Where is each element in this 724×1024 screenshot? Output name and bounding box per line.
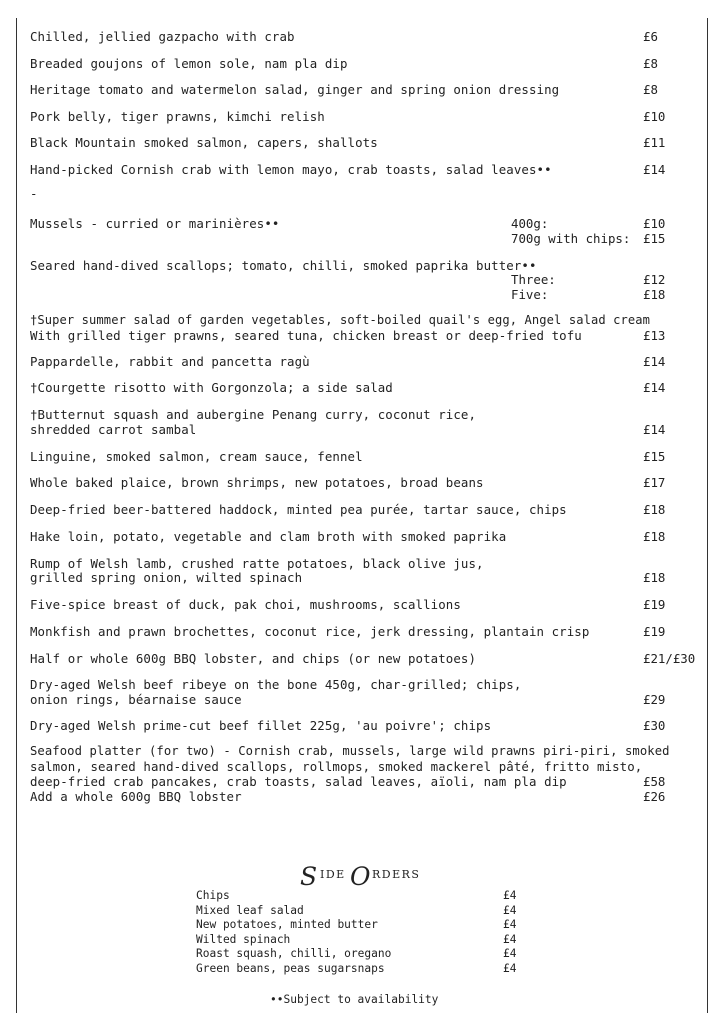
menu-price: £8 — [643, 56, 658, 71]
side-item: Mixed leaf salad — [196, 904, 304, 917]
side-orders-heading: S IDE O RDERS — [300, 862, 421, 891]
menu-item: Rump of Welsh lamb, crushed ratte potatoes, black olive jus, — [30, 556, 484, 571]
menu-item: Seared hand-dived scallops; tomato, chilli, smoked paprika butter•• — [30, 258, 537, 273]
menu-price: £58 — [643, 774, 666, 789]
separator: - — [30, 186, 38, 201]
menu-price: £13 — [643, 328, 666, 343]
side-price: £4 — [503, 918, 517, 931]
menu-item: †Butternut squash and aubergine Penang curry, coconut rice, — [30, 407, 477, 422]
side-price: £4 — [503, 962, 517, 975]
menu-price: £29 — [643, 692, 666, 707]
menu-option: 400g: — [511, 216, 549, 231]
menu-price: £10 — [643, 216, 666, 231]
menu-item: Hand-picked Cornish crab with lemon mayo, crab toasts, salad leaves•• — [30, 162, 552, 177]
menu-price: £6 — [643, 29, 658, 44]
menu-item: grilled spring onion, wilted spinach — [30, 570, 303, 585]
menu-price: £15 — [643, 231, 666, 246]
menu-option: 700g with chips: — [511, 231, 631, 246]
side-item: New potatoes, minted butter — [196, 918, 378, 931]
menu-price: £19 — [643, 597, 666, 612]
menu-item: Mussels - curried or marinières•• — [30, 216, 280, 231]
menu-item: Chilled, jellied gazpacho with crab — [30, 29, 295, 44]
menu-item: Pappardelle, rabbit and pancetta ragù — [30, 354, 310, 369]
menu-price: £18 — [643, 502, 666, 517]
menu-item: Five-spice breast of duck, pak choi, mushrooms, scallions — [30, 597, 461, 612]
menu-price: £14 — [643, 422, 666, 437]
menu-item: Hake loin, potato, vegetable and clam broth with smoked paprika — [30, 529, 507, 544]
menu-item: With grilled tiger prawns, seared tuna, chicken breast or deep-fried tofu — [30, 328, 582, 343]
menu-price: £18 — [643, 529, 666, 544]
menu-item: Deep-fried beer-battered haddock, minted pea purée, tartar sauce, chips — [30, 502, 567, 517]
side-item: Roast squash, chilli, oregano — [196, 947, 392, 960]
menu-item: shredded carrot sambal — [30, 422, 197, 437]
menu-price: £12 — [643, 272, 666, 287]
menu-price: £14 — [643, 380, 666, 395]
menu-item: Breaded goujons of lemon sole, nam pla dip — [30, 56, 348, 71]
side-price: £4 — [503, 947, 517, 960]
menu-item: Heritage tomato and watermelon salad, ginger and spring onion dressing — [30, 82, 560, 97]
menu-price: £30 — [643, 718, 666, 733]
menu-price: £21/£30 — [643, 651, 696, 666]
menu-price: £18 — [643, 287, 666, 302]
menu-item: Monkfish and prawn brochettes, coconut rice, jerk dressing, plantain crisp — [30, 624, 590, 639]
menu-item: Linguine, smoked salmon, cream sauce, fennel — [30, 449, 363, 464]
side-price: £4 — [503, 889, 517, 902]
menu-price: £26 — [643, 789, 666, 804]
menu-price: £10 — [643, 109, 666, 124]
menu-item: Dry-aged Welsh prime-cut beef fillet 225g, 'au poivre'; chips — [30, 718, 492, 733]
menu-price: £14 — [643, 354, 666, 369]
menu-price: £8 — [643, 82, 658, 97]
side-price: £4 — [503, 904, 517, 917]
menu-option: Five: — [511, 287, 549, 302]
menu-item: Half or whole 600g BBQ lobster, and chips (or new potatoes) — [30, 651, 477, 666]
menu-price: £11 — [643, 135, 666, 150]
menu-item: salmon, seared hand-dived scallops, rollmops, smoked mackerel pâté, fritto misto, — [30, 759, 643, 774]
side-item: Green beans, peas sugarsnaps — [196, 962, 385, 975]
menu-item: †Super summer salad of garden vegetables, soft-boiled quail's egg, Angel salad cream — [30, 313, 651, 327]
menu-item: Dry-aged Welsh beef ribeye on the bone 450g, char-grilled; chips, — [30, 677, 522, 692]
menu-item: Whole baked plaice, brown shrimps, new potatoes, broad beans — [30, 475, 484, 490]
menu-item: deep-fried crab pancakes, crab toasts, salad leaves, aïoli, nam pla dip — [30, 774, 567, 789]
menu-price: £15 — [643, 449, 666, 464]
menu-price: £19 — [643, 624, 666, 639]
menu-item: Black Mountain smoked salmon, capers, shallots — [30, 135, 378, 150]
menu-price: £18 — [643, 570, 666, 585]
menu-item: Add a whole 600g BBQ lobster — [30, 789, 242, 804]
side-item: Wilted spinach — [196, 933, 291, 946]
menu-item: Seafood platter (for two) - Cornish crab, mussels, large wild prawns piri-piri, smoked — [30, 744, 670, 758]
side-price: £4 — [503, 933, 517, 946]
menu-item: Pork belly, tiger prawns, kimchi relish — [30, 109, 325, 124]
menu-price: £17 — [643, 475, 666, 490]
menu-item: †Courgette risotto with Gorgonzola; a side salad — [30, 380, 393, 395]
side-item: Chips — [196, 889, 230, 902]
menu-item: onion rings, béarnaise sauce — [30, 692, 242, 707]
menu-price: £14 — [643, 162, 666, 177]
footnote: ••Subject to availability — [270, 993, 439, 1006]
menu-option: Three: — [511, 272, 556, 287]
